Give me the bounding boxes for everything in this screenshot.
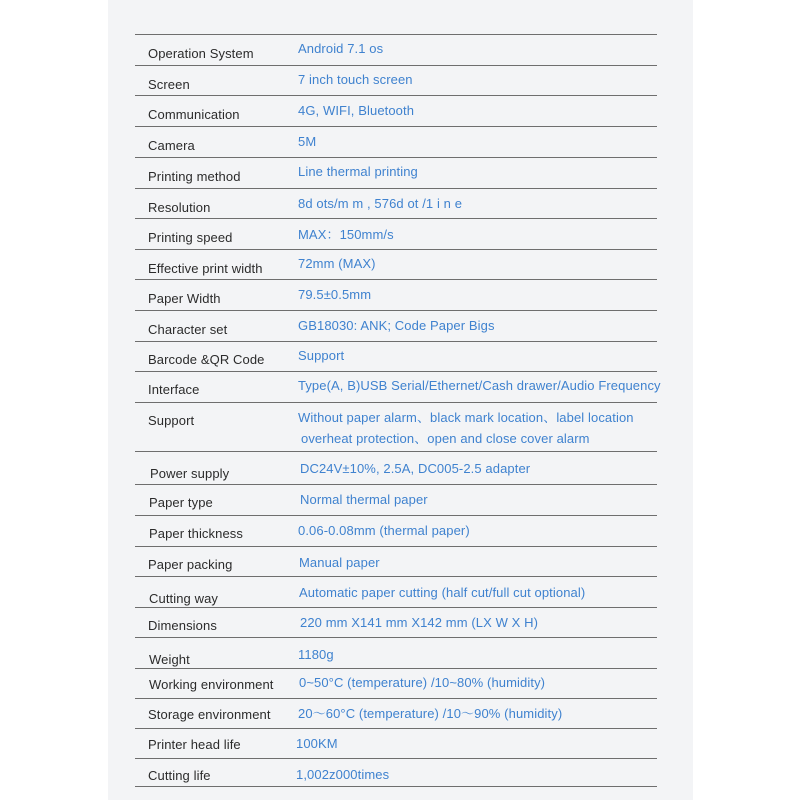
spec-row — [135, 157, 657, 188]
spec-row — [135, 484, 657, 515]
spec-value-line: 1180g — [298, 647, 334, 662]
spec-value — [299, 552, 380, 573]
spec-value-line: 8d ots/m m , 576d ot /1 i n e — [298, 196, 463, 211]
spec-value-line: 7 inch touch screen — [298, 72, 413, 87]
spec-label: Effective print width — [148, 261, 263, 276]
spec-value-line: overheat protection、open and close cover alarm — [301, 431, 590, 446]
spec-value-line: Support — [298, 348, 345, 363]
spec-label: Power supply — [150, 466, 230, 481]
spec-value — [300, 612, 538, 633]
spec-row — [135, 668, 657, 698]
spec-label: Paper Width — [148, 291, 221, 306]
spec-label: Storage environment — [148, 707, 271, 722]
spec-row — [135, 126, 657, 157]
spec-label: Camera — [148, 138, 195, 153]
spec-value — [298, 131, 316, 152]
spec-row — [135, 279, 657, 310]
spec-row — [135, 728, 657, 758]
spec-value — [298, 407, 634, 449]
spec-label: Screen — [148, 77, 190, 92]
spec-row — [135, 188, 657, 218]
spec-value-line: 220 mm X141 mm X142 mm (LX W X H) — [300, 615, 539, 630]
spec-value — [298, 38, 383, 59]
spec-row — [135, 576, 657, 607]
spec-value-line: 4G, WIFI, Bluetooth — [298, 103, 415, 118]
spec-value — [298, 520, 470, 541]
spec-value-line: Automatic paper cutting (half cut/full cut optional) — [299, 585, 586, 600]
spec-label: Printer head life — [148, 737, 241, 752]
spec-value-line: 20〜60°C (temperature) /10〜90% (humidity) — [298, 706, 563, 721]
spec-label: Communication — [148, 107, 240, 122]
spec-value-line: 79.5±0.5mm — [298, 287, 372, 302]
spec-row — [135, 758, 657, 787]
spec-label: Dimensions — [148, 618, 217, 633]
spec-value — [298, 284, 371, 305]
spec-value-line: 0.06-0.08mm (thermal paper) — [298, 523, 470, 538]
spec-value-line: 0~50°C (temperature) /10~80% (humidity) — [299, 675, 546, 690]
spec-row — [135, 637, 657, 668]
spec-value-line: DC24V±10%, 2.5A, DC005-2.5 adapter — [300, 461, 531, 476]
spec-row — [135, 249, 657, 279]
spec-row — [135, 546, 657, 576]
spec-value — [299, 582, 585, 603]
spec-row — [135, 95, 657, 126]
spec-value-line: Line thermal printing — [298, 164, 418, 179]
spec-value — [298, 69, 413, 90]
spec-row — [135, 698, 657, 728]
spec-label: Character set — [148, 322, 228, 337]
spec-label: Working environment — [149, 677, 274, 692]
spec-value-line: GB18030: ANK; Code Paper Bigs — [298, 318, 495, 333]
spec-label: Printing method — [148, 169, 241, 184]
spec-row — [135, 310, 657, 341]
spec-value — [296, 764, 389, 785]
spec-value — [296, 733, 338, 754]
spec-value — [298, 345, 344, 366]
spec-value — [298, 193, 462, 214]
spec-value-line: 1,002z000times — [296, 767, 390, 782]
spec-row — [135, 218, 657, 249]
spec-label: Cutting life — [148, 768, 211, 783]
spec-value — [300, 489, 428, 510]
spec-label: Paper type — [149, 495, 213, 510]
spec-value-line: Type(A, B)USB Serial/Ethernet/Cash drawer/Audio Frequency — [298, 378, 661, 393]
spec-row — [135, 607, 657, 637]
spec-value-line: 72mm (MAX) — [298, 256, 376, 271]
spec-label: Paper packing — [148, 557, 233, 572]
spec-value-line: Manual paper — [299, 555, 380, 570]
spec-value-line: 100KM — [296, 736, 338, 751]
spec-row — [135, 371, 661, 402]
spec-value — [300, 458, 530, 479]
spec-label: Barcode &QR Code — [148, 352, 265, 367]
spec-row — [135, 34, 657, 65]
spec-value — [298, 315, 495, 336]
spec-row — [135, 341, 657, 371]
spec-value — [298, 253, 376, 274]
spec-value-line: Normal thermal paper — [300, 492, 428, 507]
spec-label: Paper thickness — [149, 526, 243, 541]
spec-label: Interface — [148, 382, 200, 397]
spec-value — [298, 224, 394, 245]
spec-label: Resolution — [148, 200, 211, 215]
spec-label: Support — [148, 413, 195, 428]
spec-row — [135, 451, 657, 484]
spec-row — [135, 65, 657, 95]
spec-label: Operation System — [148, 46, 254, 61]
spec-table — [135, 34, 661, 787]
spec-label: Printing speed — [148, 230, 233, 245]
spec-label: Weight — [149, 652, 190, 667]
spec-value-line: Android 7.1 os — [298, 41, 384, 56]
spec-value-line: Without paper alarm、black mark location、label location — [298, 410, 634, 425]
spec-value — [299, 672, 545, 693]
spec-label: Cutting way — [149, 591, 219, 606]
spec-value — [298, 644, 334, 665]
spec-row — [135, 402, 657, 451]
spec-value — [298, 375, 661, 396]
spec-value-line: 5M — [298, 134, 317, 149]
spec-value-line: MAX：150mm/s — [298, 227, 394, 242]
spec-value — [298, 161, 418, 182]
spec-row — [135, 515, 657, 546]
spec-value — [298, 703, 562, 724]
spec-value — [298, 100, 414, 121]
